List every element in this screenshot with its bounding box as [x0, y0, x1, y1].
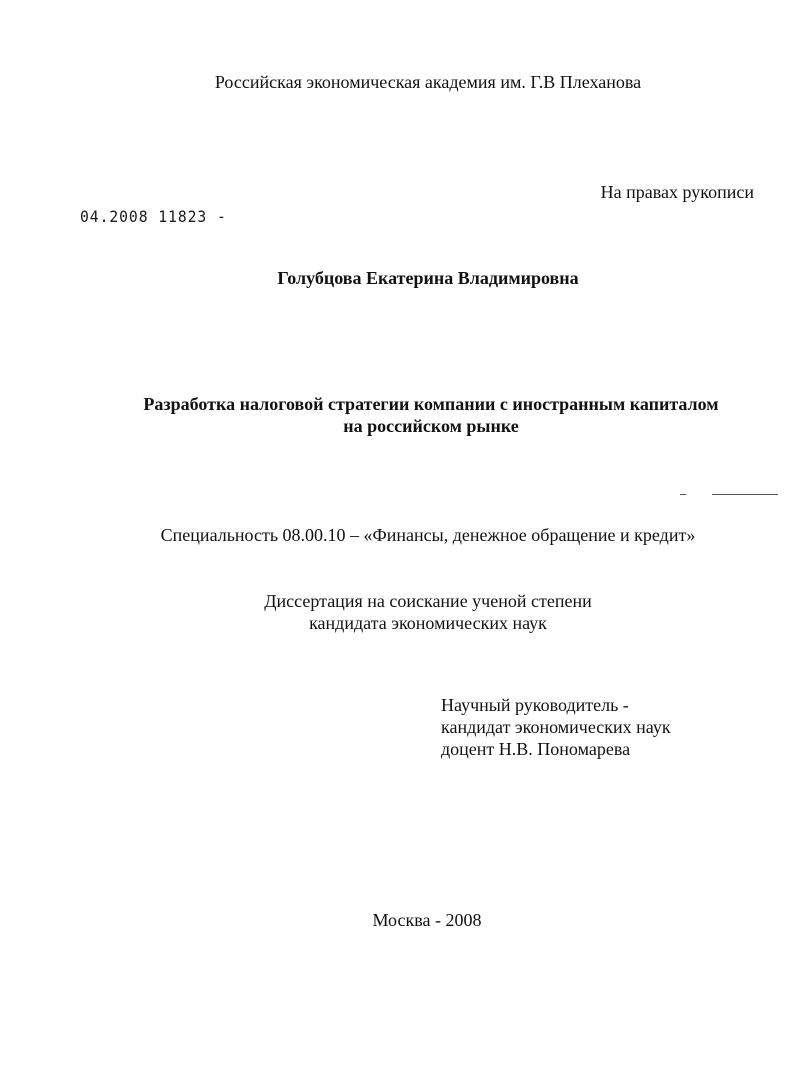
- degree-statement: [0, 590, 792, 634]
- supervisor-line-2: кандидат экономических наук: [441, 717, 671, 737]
- degree-line-2: кандидата экономических наук: [309, 613, 547, 633]
- scan-mark-line: [712, 494, 778, 495]
- manuscript-note: На правах рукописи: [600, 182, 754, 202]
- supervisor-line-3: доцент Н.В. Пономарева: [441, 739, 631, 759]
- dissertation-title: [0, 393, 792, 437]
- supervisor-block: [441, 694, 671, 760]
- place-and-year: Москва - 2008: [372, 910, 482, 930]
- archive-stamp-number: 04.2008 11823 -: [80, 207, 227, 226]
- institution-name: Российская экономическая академия им. Г.В Плеханова: [214, 72, 642, 92]
- scan-mark-dash: [680, 494, 686, 495]
- degree-line-1: Диссертация на соискание ученой степени: [264, 591, 592, 611]
- specialty-line: Специальность 08.00.10 – «Финансы, денежное обращение и кредит»: [160, 525, 696, 545]
- title-line-2: на российском рынке: [343, 416, 519, 436]
- scan-mark-divider: [680, 494, 778, 495]
- author-name: Голубцова Екатерина Владимировна: [277, 268, 579, 288]
- supervisor-line-1: Научный руководитель -: [441, 695, 629, 715]
- title-line-1: Разработка налоговой стратегии компании с иностранным капиталом: [143, 394, 719, 414]
